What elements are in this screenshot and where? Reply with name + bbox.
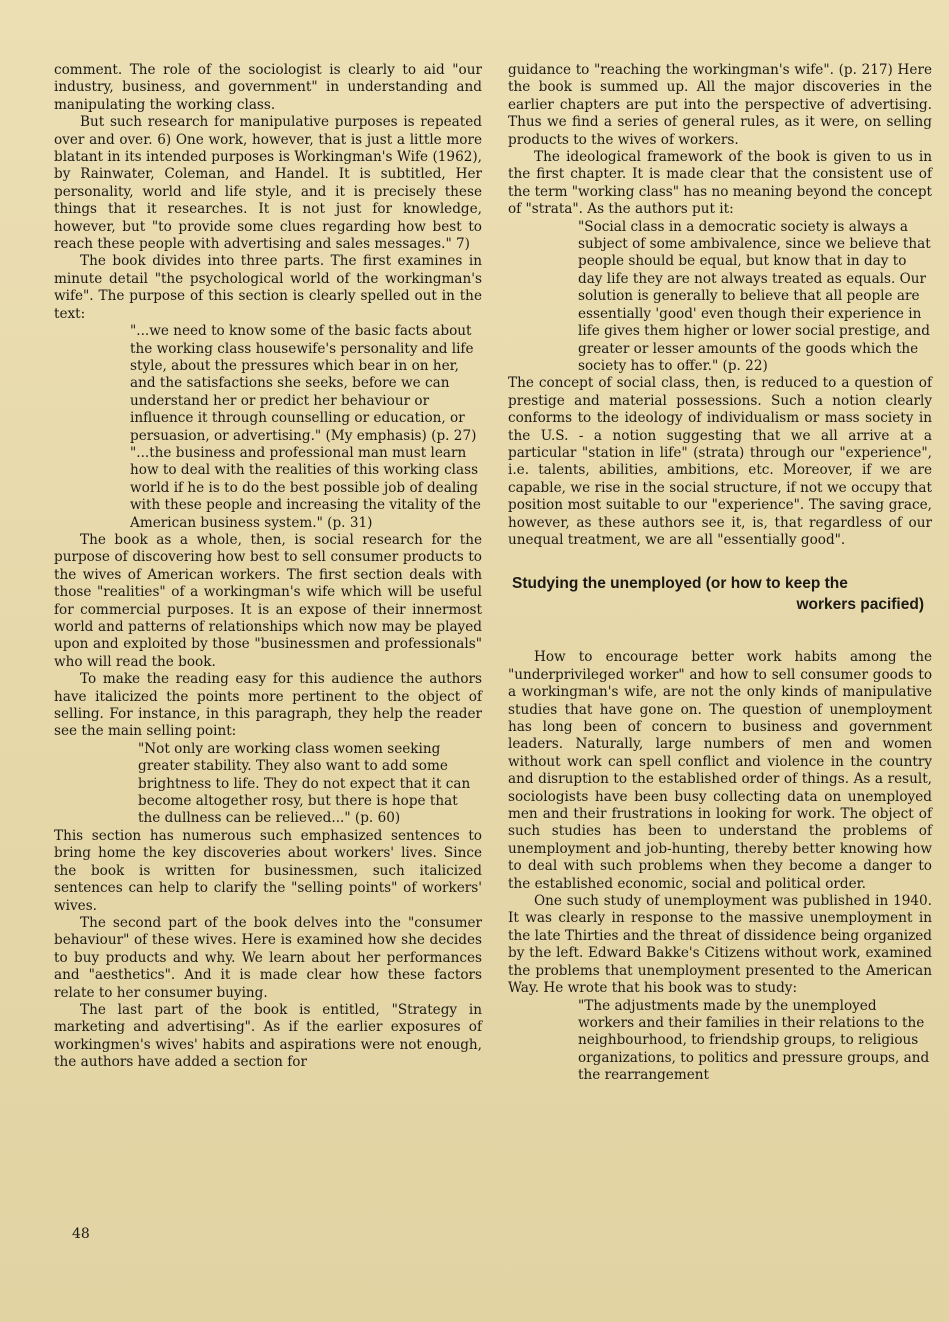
left-paragraph-5: To make the reading easy for this audience the authors have italicized the points more pertinent to the object of selling. For instance, in this paragraph, they help the reader see the main selling point: (54, 671, 482, 740)
right-paragraph-3: The concept of social class, then, is reduced to a question of prestige and material possessions. Such a notion clearly conforms to the ideology of individualism or mass society in the U.S. - a notion suggesting that we all arrive at a particular "station in life" (strata) through our "experience", i.e. talents, abilities, ambitions, etc. Moreover, if we are capable, we rise in the social structure, if not we occupy that position most suitable to our "experience". The saving grace, however, as these authors see it, is, that regardless of our unequal treatment, we are all "essentially good". (508, 375, 932, 548)
right-quote-1: "Social class in a democratic society is always a subject of some ambivalence, since we believe that people should be equal, but know that in day to day life they are not always treated as equals. Our solution is generally to believe that all people are essentially 'good' even though their experience in life gives them higher or lower social prestige, and greater or lesser amounts of the goods which the society has to offer." (p. 22) (578, 218, 931, 374)
right-paragraph-4: How to encourage better work habits among the "underprivileged worker" and how to sell consumer goods to a workingman's wife, are not the only kinds of manipulative studies that have gone on. The question of unemployment has long been of concern to business and government leaders. Naturally, large numbers of men and women without work can spell conflict and violence in the country and disruption to the established order of things. As a result, sociologists have been busy collecting data on unemployed men and their frustrations in looking for work. The object of such studies has been to understand the problems of unemployment and job-hunting, thereby better knowing how to deal with such problems when they become a danger to the established economic, social and political order. (508, 649, 932, 892)
left-quote-1: "...we need to know some of the basic facts about the working class housewife's personality and life style, about the pressures which bear in on her, and the satisfactions she seeks, before we can understand her or predict her behaviour or influence it through counselling or education, or persuasion, or advertising." (My emphasis) (p. 27) (130, 323, 477, 444)
section-heading-line-1: Studying the unemployed (or how to keep the (512, 575, 848, 593)
right-paragraph-1: guidance to "reaching the workingman's wife". (p. 217) Here the book is summed up. All the major discoveries in the earlier chapters are put into the perspective of advertising. Thus we find a series of general rules, as it were, on selling products to the wives of workers. (508, 62, 932, 148)
page-number: 48 (72, 1226, 90, 1242)
left-paragraph-2: But such research for manipulative purposes is repeated over and over. 6) One work, however, that is just a little more blatant in its intended purposes is Workingman's Wife (1962), by Rainwater, Coleman, and Handel. It is subtitled, Her personality, world and life style, and it is precisely these things that it researches. It is not just for knowledge, however, but "to provide some clues regarding how best to reach these people with advertising and sales messages." 7) (54, 114, 482, 253)
right-quote-2: "The adjustments made by the unemployed workers and their families in their relations to the neighbourhood, to friendship groups, to religious organizations, to politics and pressure groups, and the rearrangement (578, 997, 930, 1084)
left-quote-3: "Not only are working class women seeking greater stability. They also want to add some brightness to life. They do not expect that it can become altogether rosy, but there is hope that the dullness can be relieved..." (p. 60) (138, 740, 471, 827)
section-heading (512, 573, 932, 615)
left-paragraph-8: The last part of the book is entitled, "Strategy in marketing and advertising". As if the earlier exposures of workingmen's wives' habits and aspirations were not enough, the authors have added a section for (54, 1001, 482, 1071)
left-paragraph-3: The book divides into three parts. The first examines in minute detail "the psychological world of the workingman's wife". The purpose of this section is clearly spelled out in the text: (54, 253, 482, 322)
left-quote-2: "...the business and professional man must learn how to deal with the realities of this working class world if he is to do the best possible job of dealing with these people and increasing the vitality of the American business system." (p. 31) (130, 444, 481, 531)
left-column (54, 62, 482, 1072)
right-paragraph-5: One such study of unemployment was published in 1940. It was clearly in response to the massive unemployment in the late Thirties and the threat of dissidence being organized by the left. Edward Bakke's Citizens without work, examined the problems that unemployment presented to the American Way. He wrote that his book was to study: (508, 893, 932, 997)
left-paragraph-7: The second part of the book delves into the "consumer behaviour" of these wives. Here is examined how she decides to buy products and why. We learn about her performances and "aesthetics". And it is made clear how these factors relate to her consumer buying. (54, 914, 482, 1001)
right-paragraph-2: The ideological framework of the book is given to us in the first chapter. It is made clear that the consistent use of the term "working class" has no meaning beyond the concept of "strata". As the authors put it: (508, 149, 933, 218)
section-heading-line-2: workers pacified) (796, 596, 924, 614)
left-paragraph-6: This section has numerous such emphasized sentences to bring home the key discoveries about workers' lives. Since the book is written for businessmen, such italicized sentences can help to clarify the "selling points" of workers' wives. (54, 827, 482, 914)
left-paragraph-4: The book as a whole, then, is social research for the purpose of discovering how best to sell consumer products to the wives of American workers. The first section deals with those "realities" of a workingman's wife which will be useful for commercial purposes. It is an expose of their innermost world and patterns of relationships which now may be played upon and exploited by those "businessmen and professionals" who will read the book. (54, 531, 482, 670)
left-paragraph-1: comment. The role of the sociologist is clearly to aid "our industry, business, and government" in understanding and manipulating the working class. (54, 62, 482, 113)
right-column (508, 62, 932, 1085)
